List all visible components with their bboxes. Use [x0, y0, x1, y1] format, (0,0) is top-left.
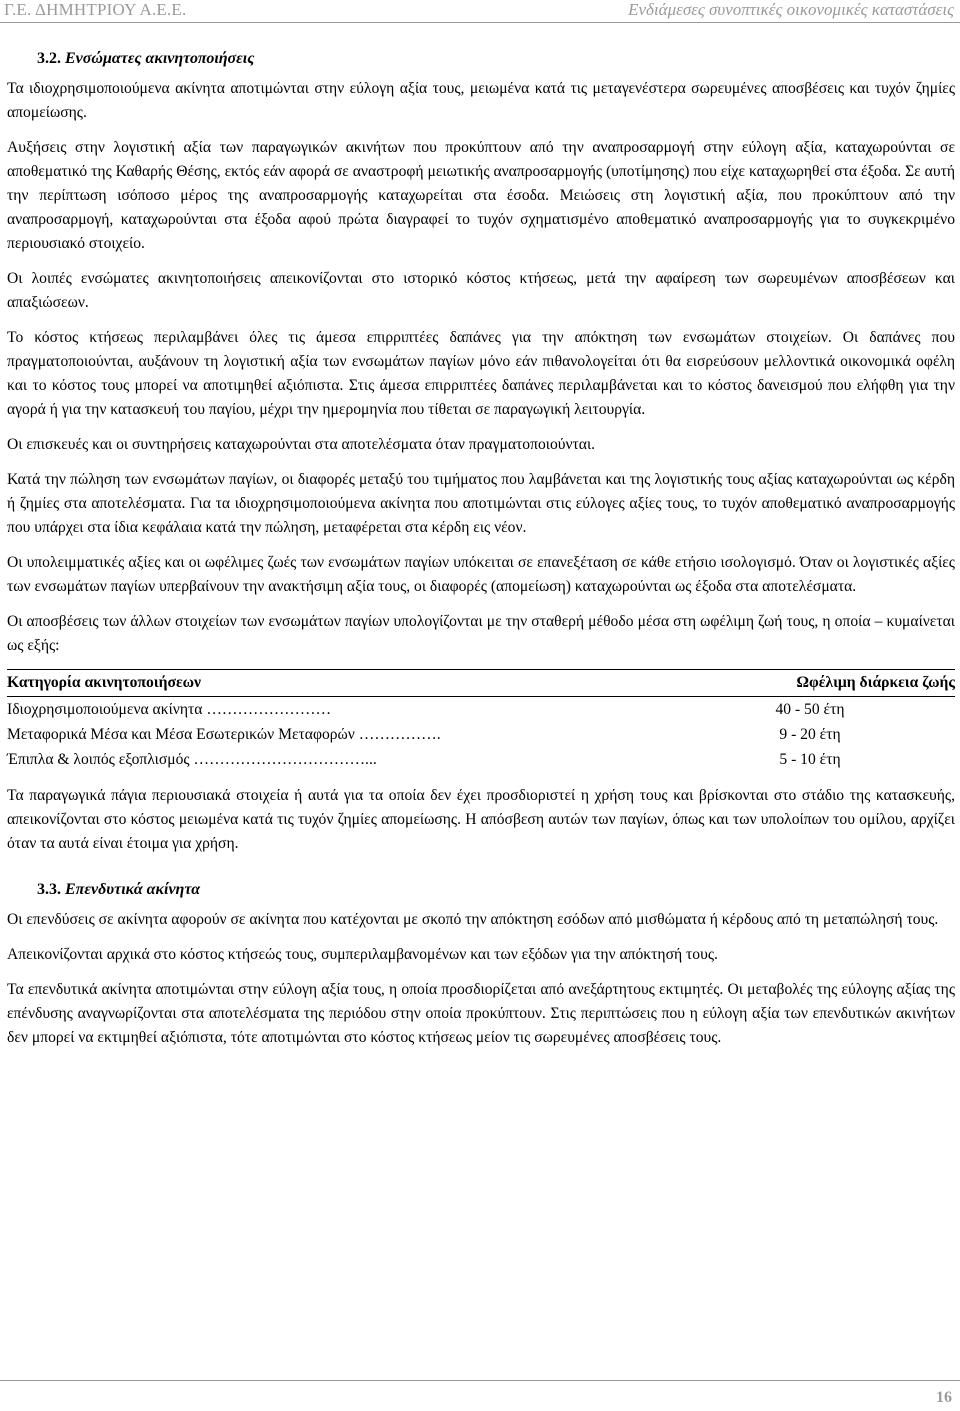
useful-life-cell: 9 - 20 έτη	[779, 726, 841, 743]
paragraph: Τα επενδυτικά ακίνητα αποτιμώνται στην εύλογη αξία τους, η οποία προσδιορίζεται από ανεξάρτητους εκτιμητές. Οι μεταβολές της εύλογης αξίας της επένδυσης αναγνωρίζονται στα αποτελέσματα της περιόδου στην οποία προκύπτουν. Στις περιπτώσεις που η εύλογη αξία των επενδυτικών ακινήτων δεν μπορεί να εκτιμηθεί αξιόπιστα, τότε αποτιμώνται στο κόστος κτήσεως μείον τις σωρευμένες αποσβέσεις τους.	[7, 981, 955, 1046]
column-header-useful-life: Ωφέλιμη διάρκεια ζωής	[665, 670, 955, 697]
section-title: Ενσώματες ακινητοποιήσεις	[65, 50, 255, 67]
paragraph: Το κόστος κτήσεως περιλαμβάνει όλες τις άμεσα επιρριπτέες δαπάνες για την απόκτηση των ενσωμάτων στοιχείων. Οι δαπάνες που πραγματοποιούνται, αυξάνουν τη λογιστική αξία των ενσωμάτων παγίων μόνο εάν πιθανολογείται ότι θα εισρεύσουν μελλοντικά οικονομικά οφέλη και το κόστος τους μπορεί να αποτιμηθεί αξιόπιστα. Στις άμεσα επιρριπτέες δαπάνες περιλαμβάνεται και το κόστος δανεισμού που ελήφθη για την αγορά ή για την κατασκευή του παγίου, μέχρι την ημερομηνία που τίθεται σε παραγωγική λειτουργία.	[7, 329, 955, 418]
company-name: Γ.Ε. ΔΗΜΗΤΡΙΟΥ Α.Ε.Ε.	[4, 0, 187, 19]
table-header-row	[7, 670, 955, 697]
table-row	[7, 697, 955, 723]
category-cell: Έπιπλα & λοιπός εξοπλισμός ……………………………...	[7, 751, 377, 768]
section-number: 3.3.	[37, 881, 61, 898]
section-heading-3-2	[37, 47, 955, 71]
paragraph: Οι λοιπές ενσώματες ακινητοποιήσεις απεικονίζονται στο ιστορικό κόστος κτήσεως, μετά την αφαίρεση των σωρευμένων αποσβέσεων και απαξιώσεων.	[7, 270, 955, 311]
footer-divider	[0, 1380, 960, 1381]
section-title: Επενδυτικά ακίνητα	[65, 881, 201, 898]
page-header	[0, 0, 960, 22]
paragraph: Απεικονίζονται αρχικά στο κόστος κτήσεώς τους, συμπεριλαμβανομένων και των εξόδων για την απόκτησή τους.	[7, 946, 718, 963]
document-body	[7, 47, 955, 1061]
table-row	[7, 747, 955, 772]
useful-life-cell: 40 - 50 έτη	[775, 701, 845, 718]
section-number: 3.2.	[37, 50, 61, 67]
useful-life-cell: 5 - 10 έτη	[779, 751, 841, 768]
paragraph: Οι υπολειμματικές αξίες και οι ωφέλιμες ζωές των ενσωμάτων παγίων υπόκειται σε επανεξέταση σε κάθε ετήσιο ισολογισμό. Όταν οι λογιστικές αξίες των ενσωμάτων παγίων υπερβαίνουν την ανακτήσιμη αξία τους, οι διαφορές (απομείωση) καταχωρούνται ως έξοδα στα αποτελέσματα.	[7, 554, 955, 595]
category-cell: Μεταφορικά Μέσα και Μέσα Εσωτερικών Μεταφορών …………….	[7, 726, 441, 743]
column-header-category: Κατηγορία ακινητοποιήσεων	[7, 670, 665, 697]
paragraph: Οι επισκευές και οι συντηρήσεις καταχωρούνται στα αποτελέσματα όταν πραγματοποιούνται.	[7, 436, 596, 453]
table-row	[7, 722, 955, 747]
section-heading-3-3	[37, 878, 955, 902]
paragraph: Τα ιδιοχρησιμοποιούμενα ακίνητα αποτιμώνται στην εύλογη αξία τους, μειωμένα κατά τις μεταγενέστερα σωρευμένες αποσβέσεις και τυχόν ζημίες απομείωσης.	[7, 80, 955, 121]
category-cell: Ιδιοχρησιμοποιούμενα ακίνητα ……………………	[7, 701, 332, 718]
paragraph: Κατά την πώληση των ενσωμάτων παγίων, οι διαφορές μεταξύ του τιμήματος που λαμβάνεται και της λογιστικής τους αξίας καταχωρούνται ως κέρδη ή ζημίες στα αποτελέσματα. Για τα ιδιοχρησιμοποιούμενα ακίνητα που αποτιμώνται στις εύλογες αξίες τους, το τυχόν αποθεματικό αναπροσαρμογής που υπάρχει στα ίδια κεφάλαια κατά την πώληση, μεταφέρεται στα κέρδη εις νέον.	[7, 471, 955, 536]
paragraph: Τα παραγωγικά πάγια περιουσιακά στοιχεία ή αυτά για τα οποία δεν έχει προσδιοριστεί η χρήση τους και βρίσκονται στο στάδιο της κατασκευής, απεικονίζονται στο κόστος μειωμένα κατά τις τυχόν ζημίες απομείωσης. Η απόσβεση αυτών των παγίων, όπως και των υπολοίπων του ομίλου, αρχίζει όταν τα αυτά είναι έτοιμα για χρήση.	[7, 787, 955, 852]
report-title: Ενδιάμεσες συνοπτικές οικονομικές καταστάσεις	[628, 0, 954, 19]
paragraph: Οι αποσβέσεις των άλλων στοιχείων των ενσωμάτων παγίων υπολογίζονται με την σταθερή μέθοδο μέσα στη ωφέλιμη ζωή τους, η οποία – κυμαίνεται ως εξής:	[7, 613, 955, 654]
depreciation-table	[7, 669, 955, 772]
paragraph: Οι επενδύσεις σε ακίνητα αφορούν σε ακίνητα που κατέχονται με σκοπό την απόκτηση εσόδων από μισθώματα ή κέρδους από τη μεταπώλησή τους.	[7, 911, 939, 928]
page-number: 16	[936, 1389, 952, 1406]
header-divider	[0, 22, 960, 23]
paragraph: Αυξήσεις στην λογιστική αξία των παραγωγικών ακινήτων που προκύπτουν από την αναπροσαρμογή στην εύλογη αξία, καταχωρούνται σε αποθεματικό της Καθαρής Θέσης, εκτός εάν αφορά σε αναστροφή μειωτικής αναπροσαρμογής (υποτίμησης) που είχε καταχωρηθεί στα έξοδα. Σε αυτή την περίπτωση ισόποσο μέρος της αναπροσαρμογής καταχωρείται στα έσοδα. Μειώσεις στη λογιστική αξία, που προκύπτουν από την αναπροσαρμογή, καταχωρούνται στα έξοδα αφού πρώτα διαγραφεί το τυχόν σχηματισμένο αποθεματικό αναπροσαρμογής για το συγκεκριμένο περιουσιακό στοιχείο.	[7, 139, 955, 252]
